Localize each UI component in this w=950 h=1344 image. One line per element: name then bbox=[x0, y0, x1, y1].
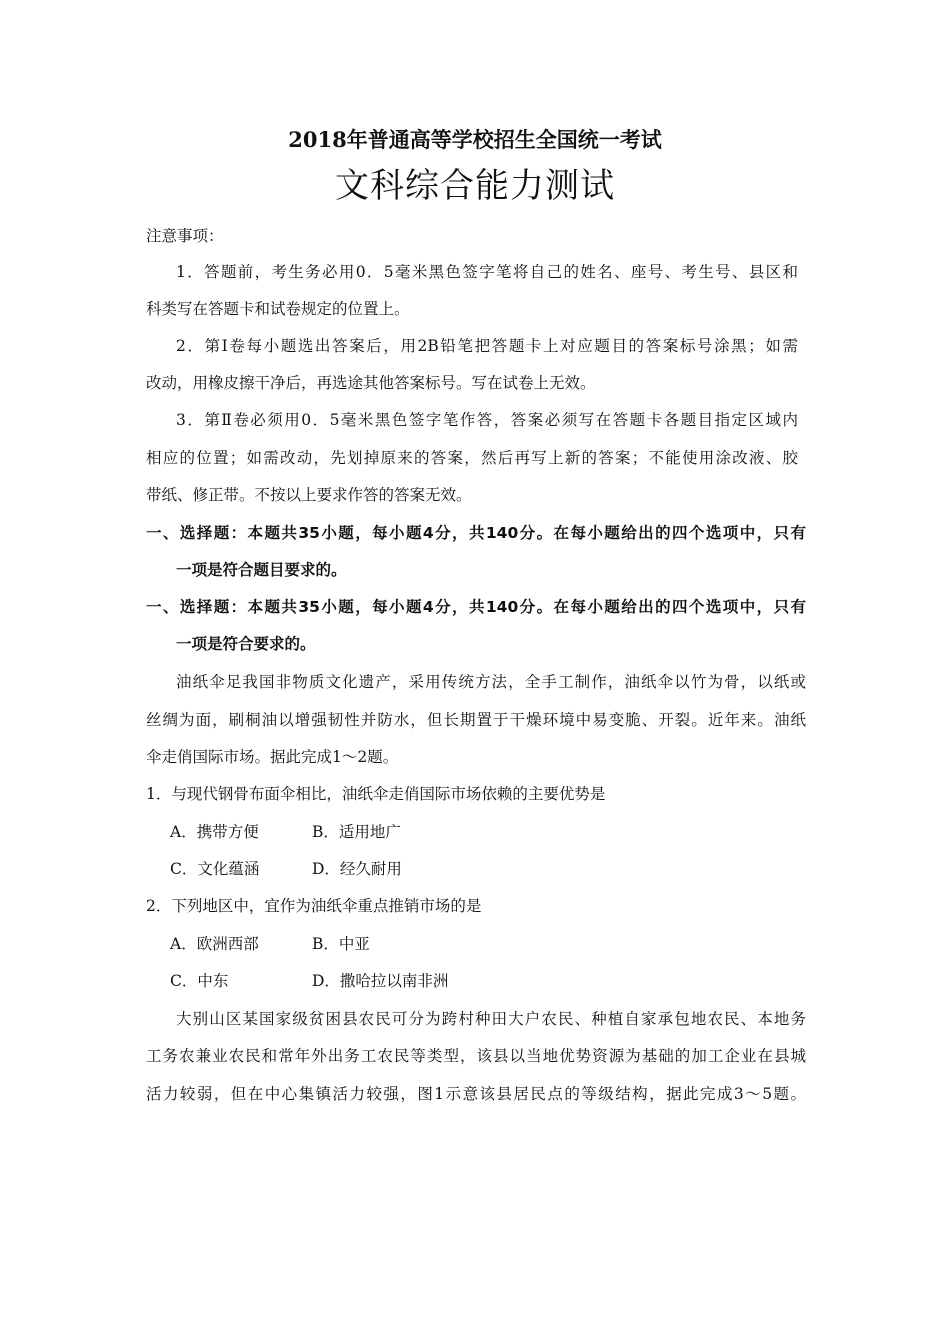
question-2-option-c: C．中东 bbox=[170, 972, 229, 990]
notice-item-2-line-1: 2．第Ⅰ卷每小题选出答案后，用2B铅笔把答题卡上对应题目的答案标号涂黑；如需 bbox=[176, 337, 798, 355]
passage-2-line-2: 工务农兼业农民和常年外出务工农民等类型，该县以当地优势资源为基础的加工企业在县城 bbox=[146, 1047, 806, 1065]
passage-1-line-3: 伞走俏国际市场。据此完成1～2题。 bbox=[146, 748, 399, 766]
notice-item-3-line-1: 3．第Ⅱ卷必须用0．5毫米黑色签字笔作答，答案必须写在答题卡各题目指定区域内 bbox=[176, 411, 798, 429]
question-1-option-d: D．经久耐用 bbox=[312, 860, 402, 878]
question-2-option-a: A．欧洲西部 bbox=[170, 935, 259, 953]
section-heading-repeat-line-1: 一、选择题：本题共35小题，每小题4分，共140分。在每小题给出的四个选项中，只有 bbox=[146, 598, 806, 616]
section-heading-line-2: 一项是符合题目要求的。 bbox=[176, 561, 347, 579]
question-1-option-b: B．适用地广 bbox=[312, 823, 401, 841]
question-2-option-d: D．撒哈拉以南非洲 bbox=[312, 972, 449, 990]
question-1-option-a: A．携带方便 bbox=[170, 823, 259, 841]
question-1-stem: 1．与现代钢骨布面伞相比，油纸伞走俏国际市场依赖的主要优势是 bbox=[146, 785, 606, 803]
notice-heading: 注意事项： bbox=[146, 227, 224, 245]
exam-subtitle: 文科综合能力测试 bbox=[335, 166, 615, 206]
question-2-stem: 2．下列地区中，宜作为油纸伞重点推销市场的是 bbox=[146, 897, 482, 915]
exam-title: 2018年普通高等学校招生全国统一考试 bbox=[288, 127, 662, 152]
notice-item-2-line-2: 改动，用橡皮擦干净后，再选途其他答案标号。写在试卷上无效。 bbox=[146, 374, 596, 392]
notice-item-3-line-2: 相应的位置；如需改动，先划掉原来的答案，然后再写上新的答案；不能使用涂改液、胶 bbox=[146, 449, 798, 467]
passage-2-line-3: 活力较弱，但在中心集镇活力较强，图1示意该县居民点的等级结构，据此完成3～5题。 bbox=[146, 1085, 806, 1103]
question-1-option-c: C．文化蕴涵 bbox=[170, 860, 260, 878]
passage-1-line-1: 油纸伞足我国非物质文化遗产，采用传统方法，全手工制作，油纸伞以竹为骨，以纸或 bbox=[176, 673, 806, 691]
question-2-option-b: B．中亚 bbox=[312, 935, 370, 953]
section-heading-repeat-line-2: 一项是符合要求的。 bbox=[176, 635, 316, 653]
section-heading-line-1: 一、选择题：本题共35小题，每小题4分，共140分。在每小题给出的四个选项中，只有 bbox=[146, 524, 806, 542]
notice-item-3-line-3: 带纸、修正带。不按以上要求作答的答案无效。 bbox=[146, 486, 472, 504]
notice-item-1-line-2: 科类写在答题卡和试卷规定的位置上。 bbox=[146, 300, 410, 318]
notice-item-1-line-1: 1．答题前，考生务必用0．5毫米黑色签字笔将自己的姓名、座号、考生号、县区和 bbox=[176, 263, 798, 281]
passage-1-line-2: 丝绸为面，刷桐油以增强韧性并防水，但长期置于干燥环境中易变脆、开裂。近年来。油纸 bbox=[146, 711, 806, 729]
passage-2-line-1: 大别山区某国家级贫困县农民可分为跨村种田大户农民、种植自家承包地农民、本地务 bbox=[176, 1010, 806, 1028]
